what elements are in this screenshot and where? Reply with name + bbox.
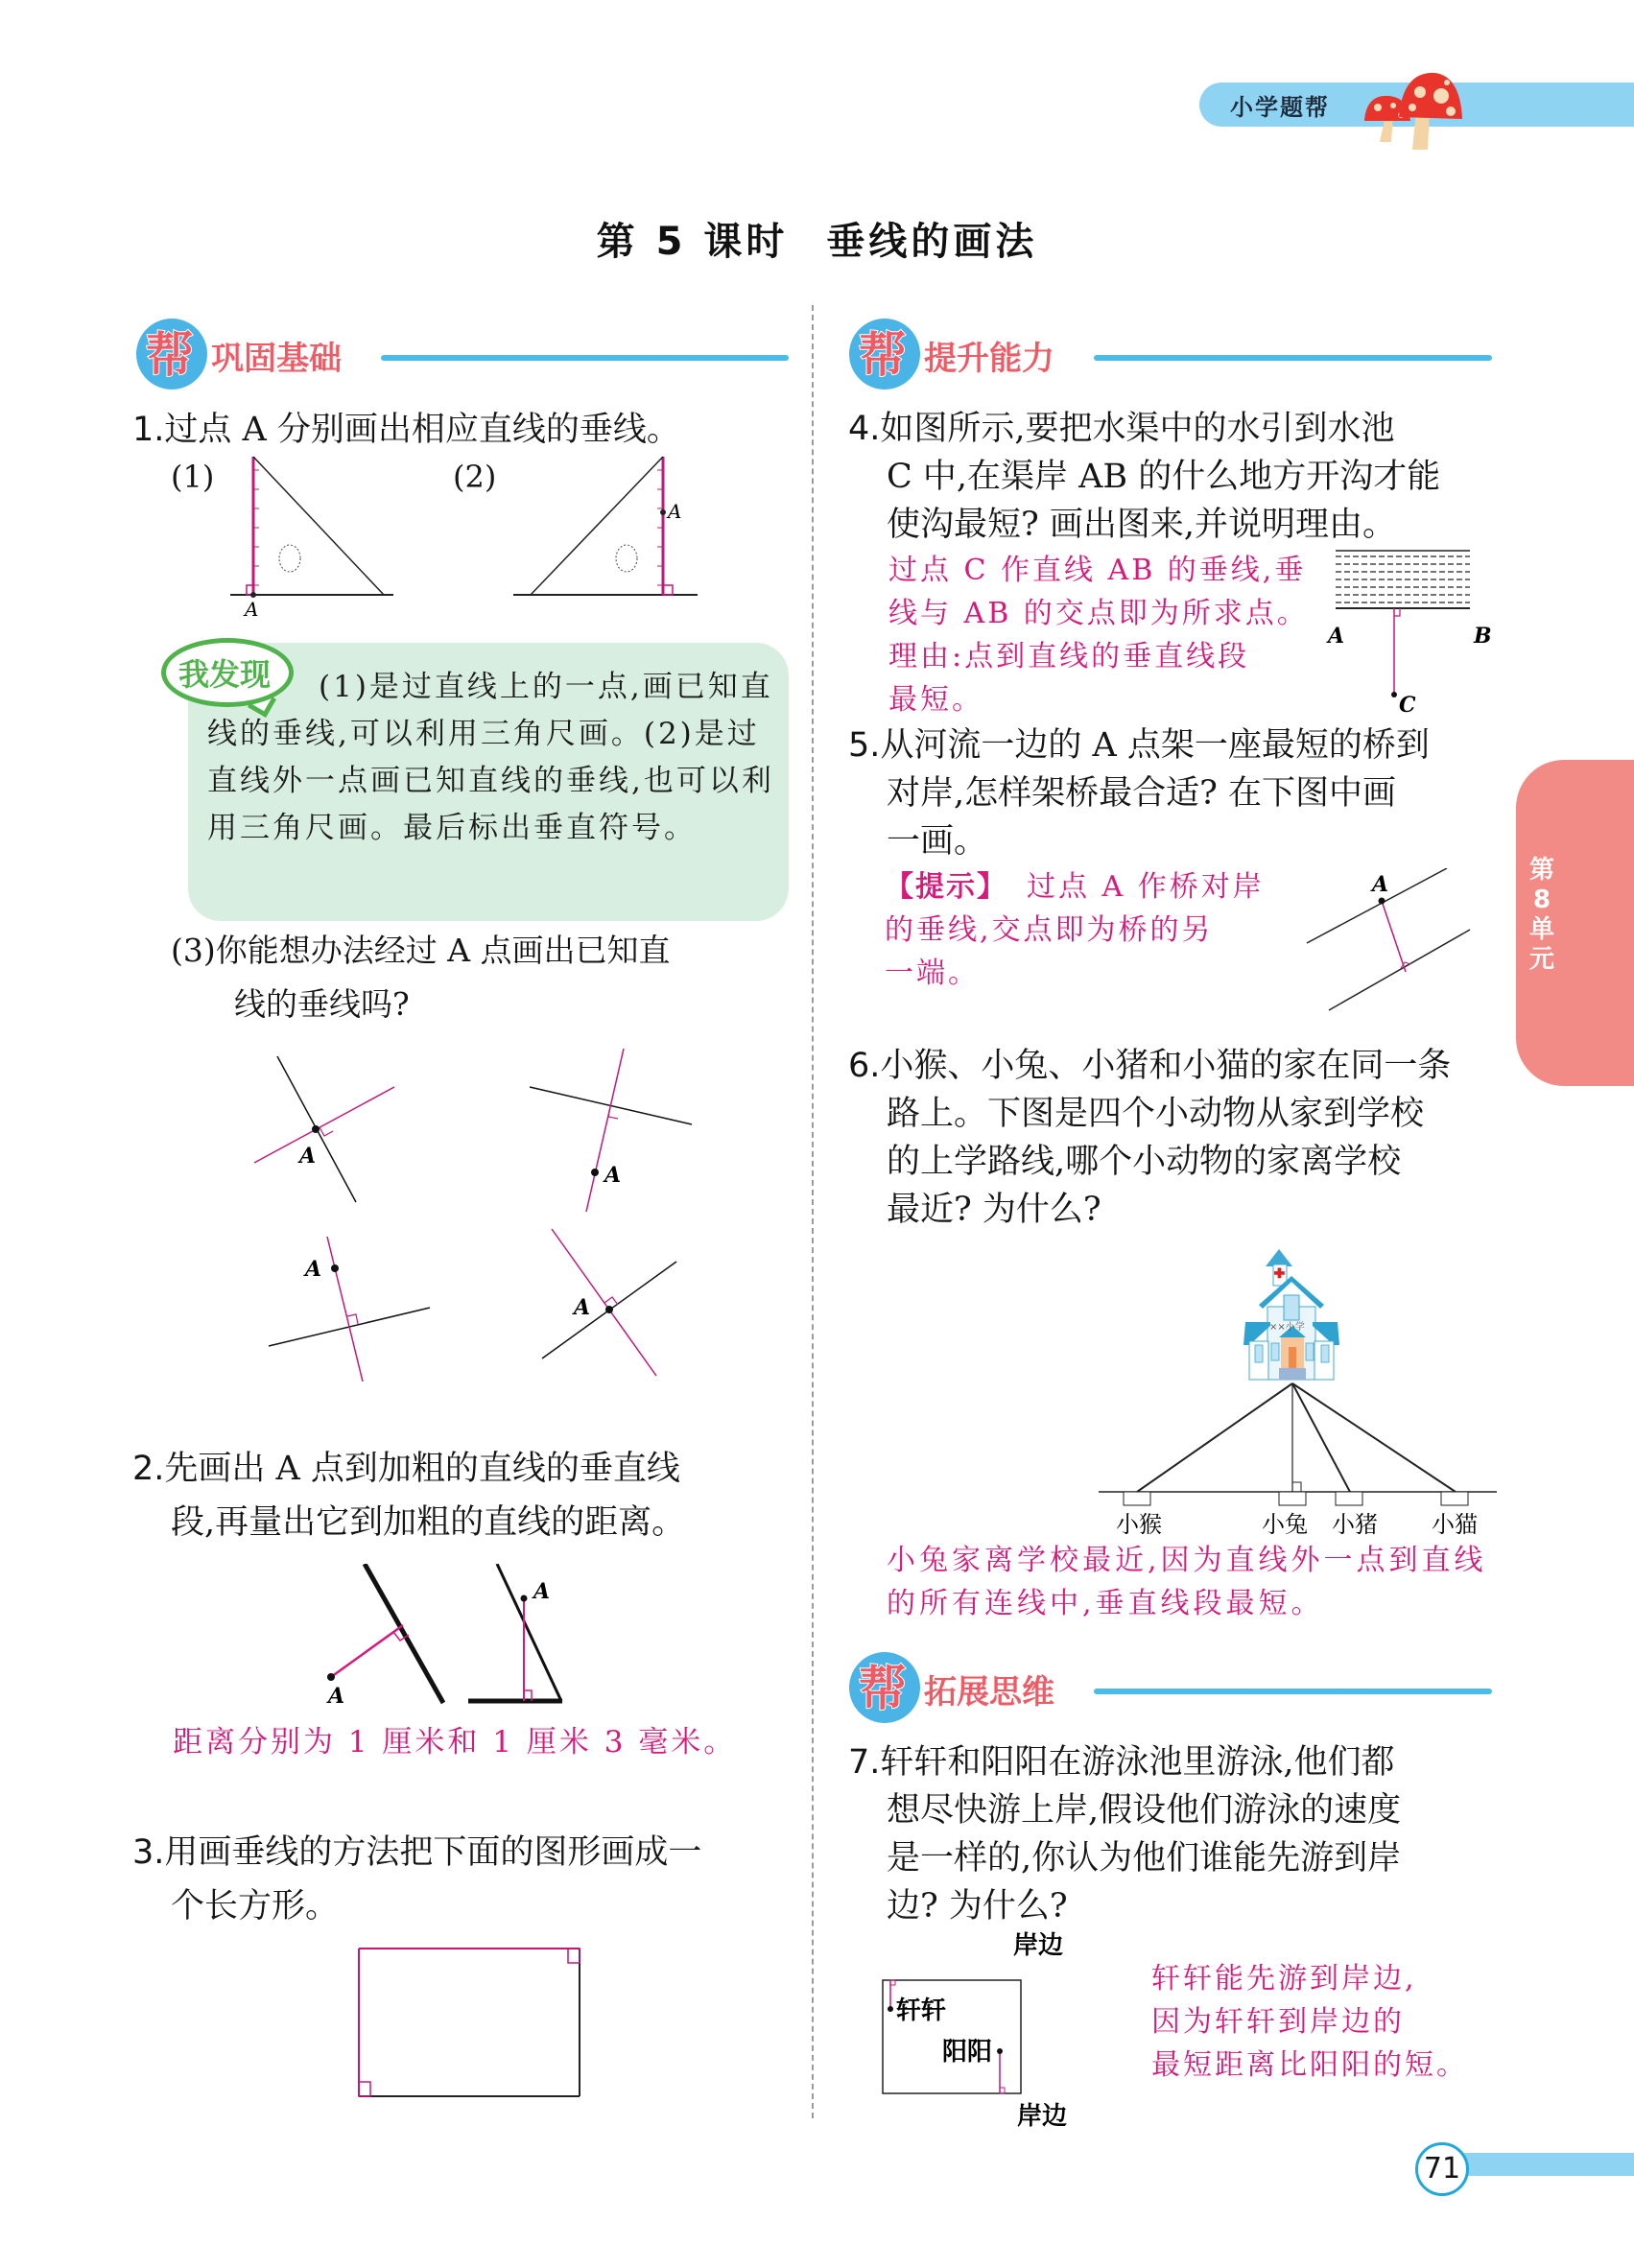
svg-text:A: A [668, 500, 682, 523]
q6-line4: 最近? 为什么? [887, 1191, 1101, 1229]
school-icon [1243, 1249, 1339, 1380]
svg-text:轩轩: 轩轩 [896, 1996, 947, 2025]
column-divider [812, 305, 814, 2118]
q5-hint: 【提示】 过点 A 作桥对岸 的垂线,交点即为桥的另 一端。 [885, 870, 1265, 990]
q1-figure-2 [513, 451, 705, 624]
q7-line2: 想尽快游上岸,假设他们游泳的速度 [887, 1791, 1402, 1830]
section-header-extension: 帮 拓展思维 [849, 1642, 1492, 1729]
svg-text:岸边: 岸边 [1017, 2102, 1068, 2130]
q6-school-figure [1084, 1238, 1506, 1545]
section-header-basics: 帮 巩固基础 [136, 309, 789, 395]
svg-text:A: A [1328, 624, 1345, 649]
q3-line2: 个长方形。 [171, 1887, 340, 1925]
q1-sub3-line2: 线的垂线吗? [234, 985, 410, 1023]
q4-answer: 过点 C 作直线 AB 的垂线,垂 线与 AB 的交点即为所求点。 理由:点到直线的垂直线段 最短。 [888, 554, 1309, 717]
q6-line2: 路上。下图是四个小动物从家到学校 [887, 1095, 1425, 1133]
svg-text:A: A [604, 1163, 622, 1188]
q5-line3: 一画。 [887, 822, 988, 861]
q6-answer: 小兔家离学校最近,因为直线外一点到直线 的所有连线中,垂直线段最短。 [887, 1544, 1487, 1620]
q7-answer: 轩轩能先游到岸边, 因为轩轩到岸边的 最短距离比阳阳的短。 [1151, 1962, 1468, 2082]
q7-line3: 是一样的,你认为他们谁能先游到岸 [887, 1839, 1402, 1878]
svg-text:A: A [245, 598, 259, 621]
q1-sub1-label: (1) [171, 459, 215, 495]
q1-text: 1.过点 A 分别画出相应直线的垂线。 [132, 411, 680, 449]
svg-text:B: B [1474, 624, 1492, 649]
brand-label: 小学题帮 [1230, 94, 1330, 121]
q5-river-figure [1305, 868, 1497, 1022]
q1-sub2-label: (2) [453, 459, 497, 495]
q1-figure-1 [230, 451, 403, 624]
svg-text:A: A [1372, 872, 1389, 897]
q1-sub3-figures [230, 1036, 710, 1382]
mushroom-icon [1353, 58, 1468, 154]
svg-text:A: A [328, 1684, 345, 1709]
svg-text:小猪: 小猪 [1332, 1511, 1378, 1538]
svg-text:岸边: 岸边 [1013, 1931, 1064, 1960]
svg-text:阳阳: 阳阳 [942, 2038, 993, 2067]
page-number-bar [1449, 2153, 1634, 2176]
discovery-text: (1)是过直线上的一点,画已知直线的垂线,可以利用三角尺画。(2)是过直线外一点画已知直线的垂线,也可以利用三角尺画。最后标出垂直符号。 [207, 670, 774, 845]
q7-line4: 边? 为什么? [887, 1887, 1068, 1925]
q2-figures [317, 1564, 643, 1717]
svg-text:A: A [299, 1144, 317, 1169]
svg-text:小猴: 小猴 [1116, 1511, 1162, 1538]
q4-line3: 使沟最短? 画出图来,并说明理由。 [887, 506, 1397, 544]
q2-line1: 2.先画出 A 点到加粗的直线的垂直线 [132, 1450, 680, 1488]
svg-text:小兔: 小兔 [1262, 1511, 1308, 1538]
q5-line2: 对岸,怎样架桥最合适? 在下图中画 [887, 774, 1397, 813]
svg-text:A: A [574, 1295, 591, 1320]
page-number: 71 [1415, 2142, 1469, 2196]
chapter-tab-label: 第8单元 [1528, 856, 1554, 974]
svg-text:C: C [1399, 693, 1416, 718]
q2-answer: 距离分别为 1 厘米和 1 厘米 3 毫米。 [173, 1725, 737, 1760]
q4-canal-figure [1324, 547, 1497, 720]
svg-text:××小学: ××小学 [1269, 1322, 1305, 1333]
discovery-label: 我发现 [178, 656, 272, 693]
q5-line1: 5.从河流一边的 A 点架一座最短的桥到 [848, 726, 1430, 765]
svg-text:小猫: 小猫 [1432, 1511, 1478, 1538]
q4-line2: C 中,在渠岸 AB 的什么地方开沟才能 [887, 458, 1441, 496]
q4-line1: 4.如图所示,要把水渠中的水引到水池 [848, 410, 1395, 448]
q2-line2: 段,再量出它到加粗的直线的距离。 [171, 1503, 686, 1542]
section-header-ability: 帮 提升能力 [849, 309, 1492, 395]
q1-sub3-line1: (3)你能想办法经过 A 点画出已知直 [171, 932, 671, 969]
q6-line3: 的上学路线,哪个小动物的家离学校 [887, 1143, 1402, 1181]
q3-line1: 3.用画垂线的方法把下面的图形画成一 [132, 1833, 702, 1872]
page-title: 第 5 课时 垂线的画法 [596, 220, 1038, 264]
q7-pool-figure [873, 1928, 1084, 2130]
q6-line1: 6.小猴、小兔、小猪和小猫的家在同一条 [848, 1047, 1452, 1085]
svg-text:A: A [533, 1579, 551, 1604]
q7-line1: 7.轩轩和阳阳在游泳池里游泳,他们都 [848, 1743, 1395, 1782]
q3-rectangle-figure [355, 1948, 585, 2101]
svg-text:A: A [305, 1257, 322, 1282]
